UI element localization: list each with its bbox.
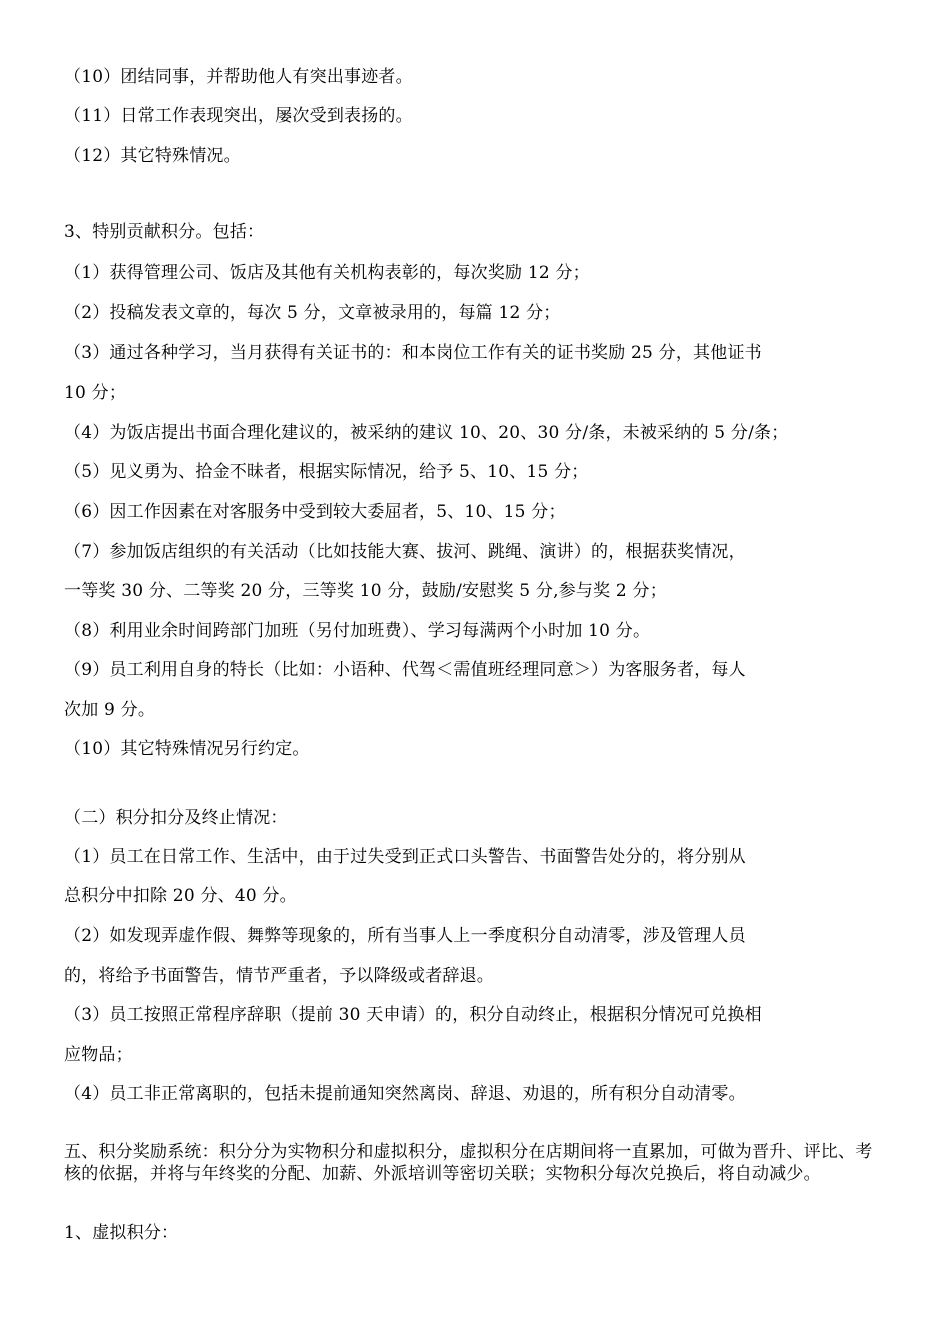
- special-item-5: （5）见义勇为、拾金不昧者，根据实际情况，给予 5、10、15 分；: [64, 462, 589, 482]
- special-item-6: （6）因工作因素在对客服务中受到较大委屈者，5、10、15 分；: [64, 502, 566, 522]
- reward-item-11: （11）日常工作表现突出，屡次受到表扬的。: [64, 106, 413, 126]
- special-item-7-continued: 一等奖 30 分、二等奖 20 分，三等奖 10 分，鼓励/安慰奖 5 分,参与奖 2 分；: [64, 581, 667, 601]
- deduction-item-3-continued: 应物品；: [64, 1045, 133, 1065]
- section-heading-deduction: （二）积分扣分及终止情况：: [64, 808, 288, 828]
- subsection-virtual-points: 1、虚拟积分：: [64, 1223, 179, 1243]
- deduction-item-1: （1）员工在日常工作、生活中，由于过失受到正式口头警告、书面警告处分的，将分别从: [64, 847, 746, 867]
- reward-item-10: （10）团结同事，并帮助他人有突出事迹者。: [64, 67, 413, 87]
- special-item-8: （8）利用业余时间跨部门加班（另付加班费）、学习每满两个小时加 10 分。: [64, 621, 651, 641]
- special-item-9-continued: 次加 9 分。: [64, 700, 156, 720]
- special-item-2: （2）投稿发表文章的，每次 5 分，文章被录用的，每篇 12 分；: [64, 303, 561, 323]
- special-item-10: （10）其它特殊情况另行约定。: [64, 739, 310, 759]
- deduction-item-2: （2）如发现弄虚作假、舞弊等现象的，所有当事人上一季度积分自动清零，涉及管理人员: [64, 926, 746, 946]
- special-item-7: （7）参加饭店组织的有关活动（比如技能大赛、拔河、跳绳、演讲）的，根据获奖情况，: [64, 542, 746, 562]
- section-points-reward-system: 五、积分奖励系统：积分分为实物积分和虚拟积分，虚拟积分在店期间将一直累加，可做为晋升、评比、考核的依据，并将与年终奖的分配、加薪、外派培训等密切关联；实物积分每次兑换后，将自动减少。: [64, 1142, 873, 1184]
- deduction-item-1-continued: 总积分中扣除 20 分、40 分。: [64, 886, 297, 906]
- special-item-1: （1）获得管理公司、饭店及其他有关机构表彰的，每次奖励 12 分；: [64, 263, 590, 283]
- deduction-item-4: （4）员工非正常离职的，包括未提前通知突然离岗、辞退、劝退的，所有积分自动清零。: [64, 1084, 746, 1104]
- section-heading-special-contribution: 3、特别贡献积分。包括：: [64, 222, 265, 242]
- special-item-4: （4）为饭店提出书面合理化建议的，被采纳的建议 10、20、30 分/条，未被采纳的 5 分/条；: [64, 423, 789, 443]
- special-item-9: （9）员工利用自身的特长（比如：小语种、代驾＜需值班经理同意＞）为客服务者，每人: [64, 660, 746, 680]
- deduction-item-3: （3）员工按照正常程序辞职（提前 30 天申请）的，积分自动终止，根据积分情况可兑换相: [64, 1005, 762, 1025]
- reward-item-12: （12）其它特殊情况。: [64, 146, 241, 166]
- special-item-3-continued: 10 分；: [64, 383, 127, 403]
- special-item-3: （3）通过各种学习，当月获得有关证书的：和本岗位工作有关的证书奖励 25 分，其他证书: [64, 343, 762, 363]
- deduction-item-2-continued: 的，将给予书面警告，情节严重者，予以降级或者辞退。: [64, 966, 494, 986]
